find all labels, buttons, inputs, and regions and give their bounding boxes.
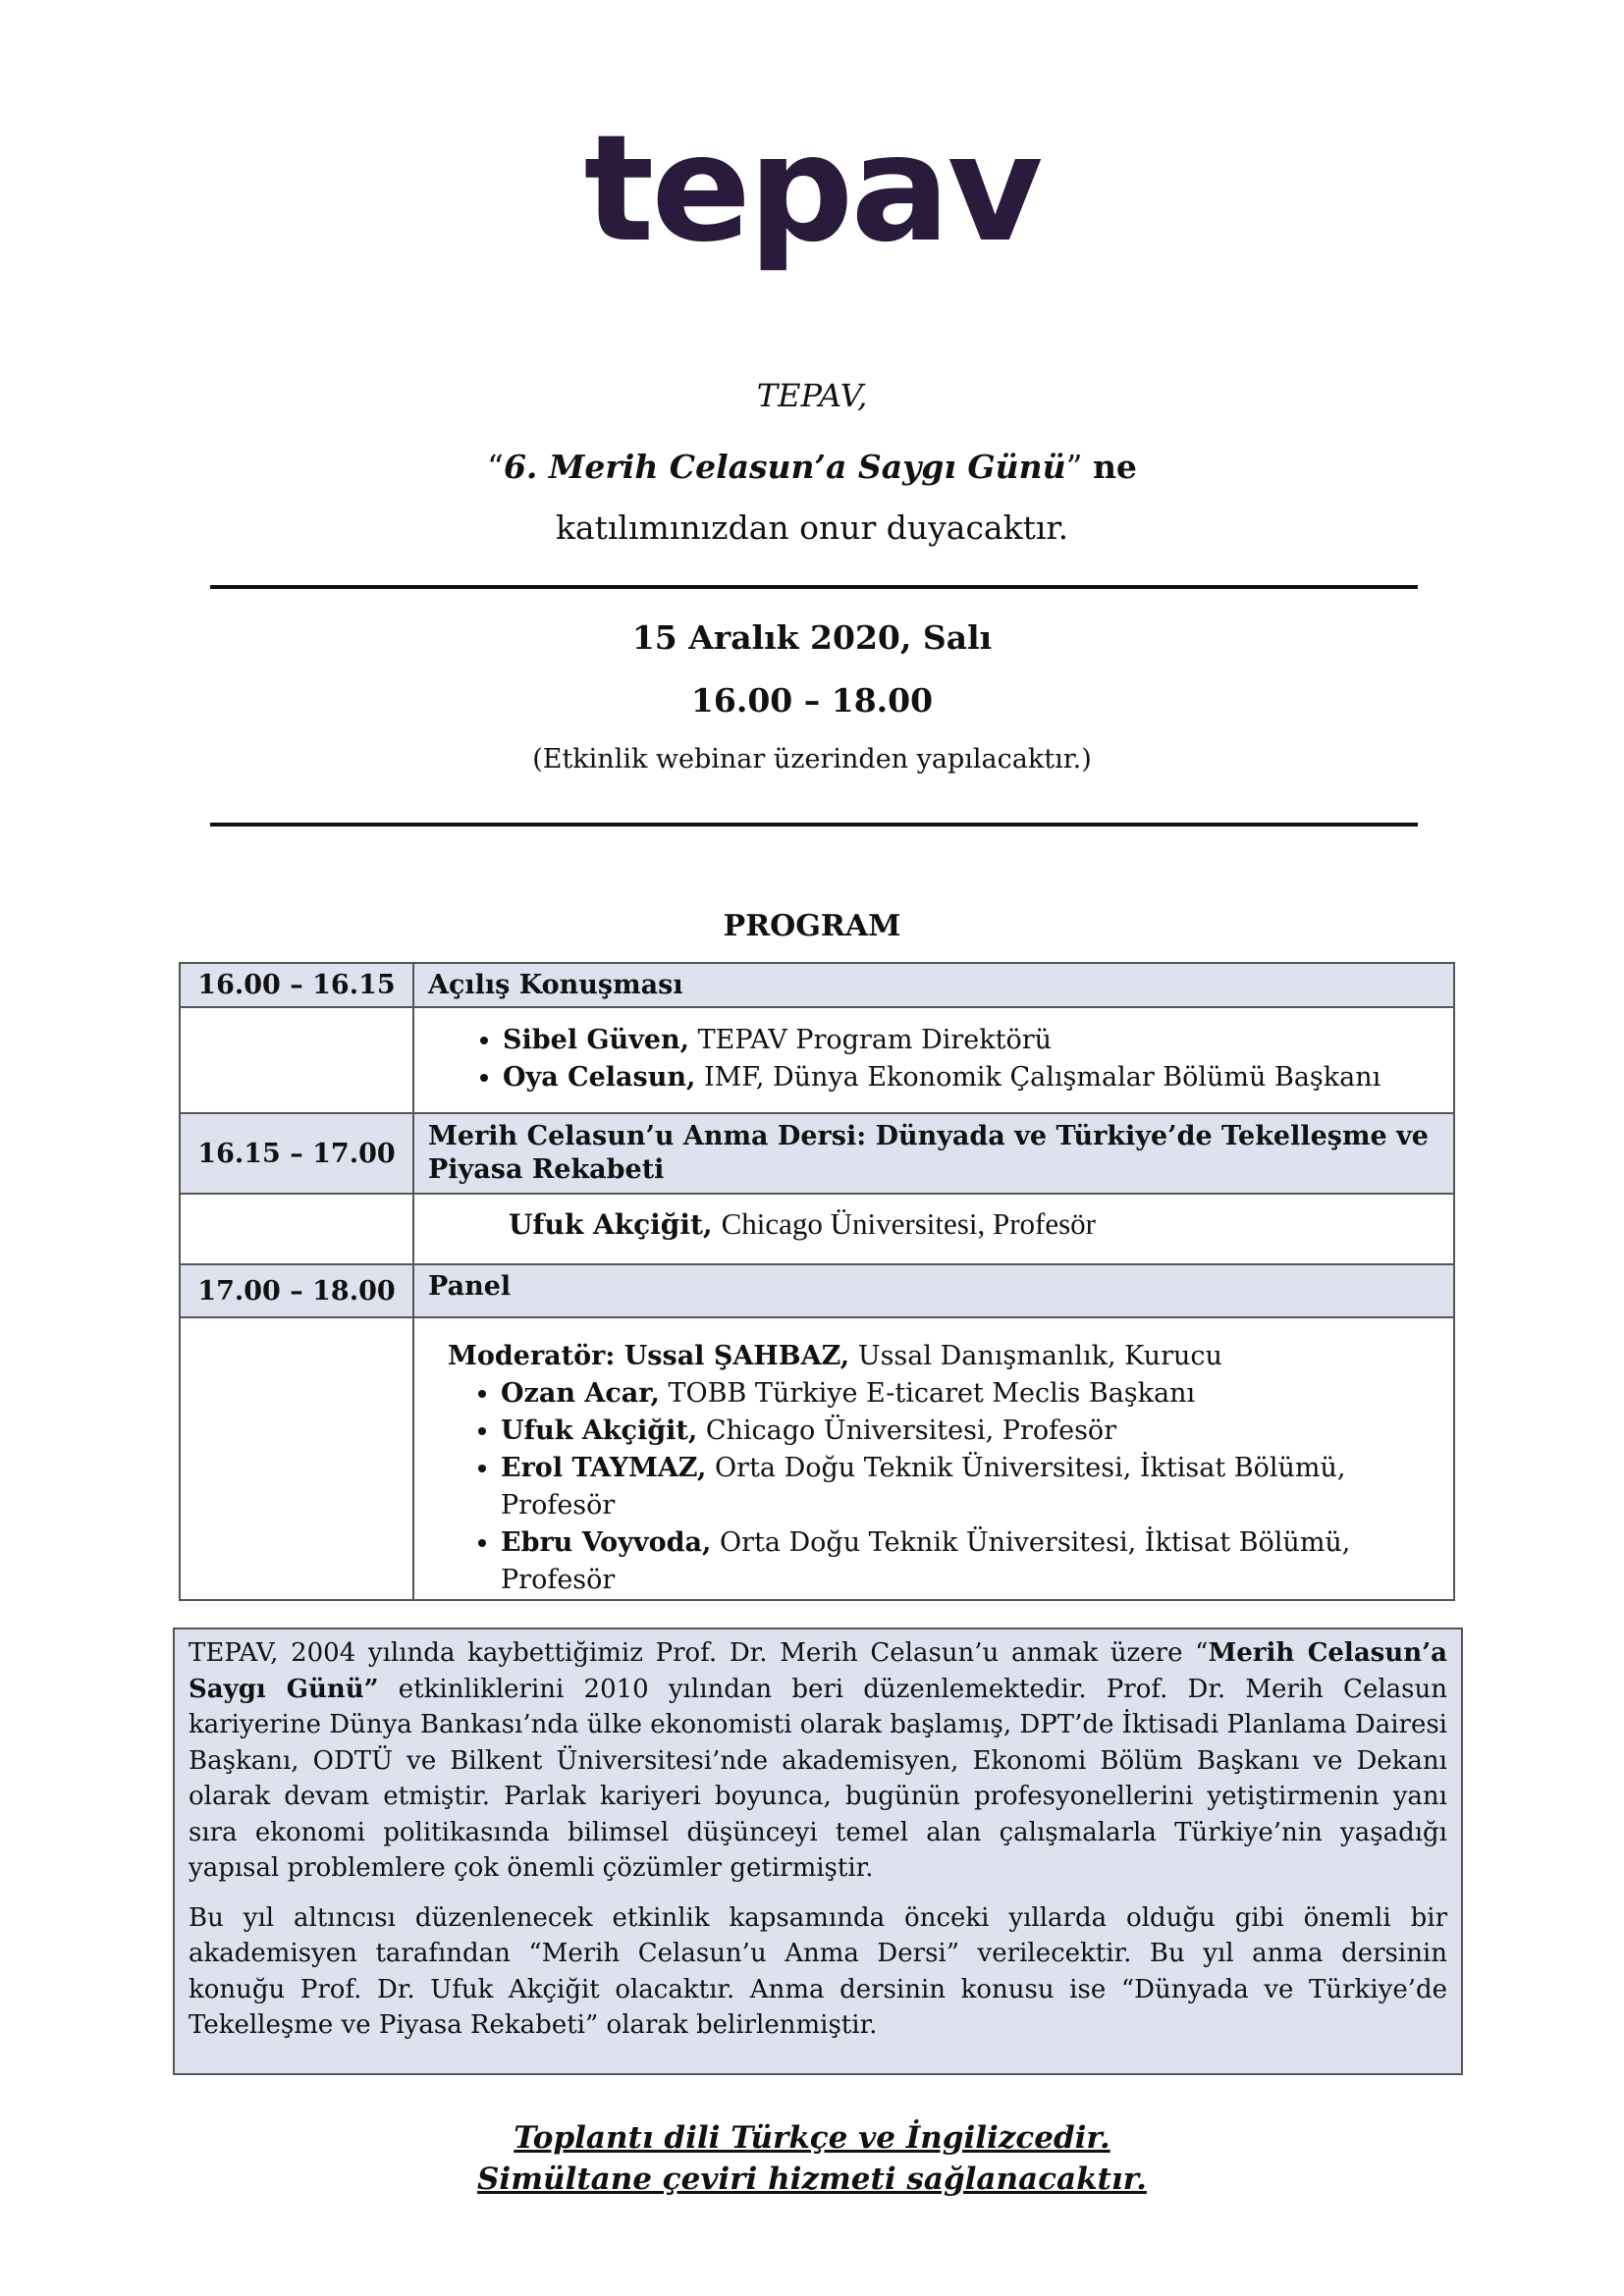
translation-note: Simültane çeviri hizmeti sağlanacaktır. (477, 2162, 1147, 2197)
empty-cell (180, 1194, 413, 1264)
session-header-row (180, 1264, 1454, 1317)
session-detail-row (180, 1007, 1454, 1113)
event-note: (Etkinlik webinar üzerinden yapılacaktır.) (532, 744, 1092, 774)
session-header-row (180, 963, 1454, 1007)
about-paragraph-2: Bu yıl altıncısı düzenlenecek etkinlik kapsamında önceki yıllarda olduğu gibi önemli bir akademisyen tarafından “Merih Celasun’u Anma Dersi” verilecektir. Bu yıl anma dersinin konuğu Prof. Dr. Ufuk Akçiğit olacaktır. Anma dersinin konusu ise “Dünyada ve Türkiye’de Tekelleşme ve Piyasa Rekabeti” olarak belirlenmiştir. (189, 1902, 1447, 2040)
session-time: 17.00 – 18.00 (180, 1264, 413, 1317)
speaker-item: • Ozan Acar, TOBB Türkiye E-ticaret Meclis Başkanı (501, 1375, 1453, 1413)
session-title: Açılış Konuşması (413, 963, 1454, 1007)
session-header-row (180, 1113, 1454, 1194)
about-box (173, 1628, 1463, 2075)
language-note: Toplantı dili Türkçe ve İngilizcedir. (514, 2120, 1110, 2156)
speaker-item: • Ufuk Akçiğit, Chicago Üniversitesi, Profesör (501, 1413, 1453, 1450)
session-title: Panel (413, 1264, 1454, 1317)
event-name: 6. Merih Celasun’a Saygı Günü (503, 448, 1066, 486)
speaker-item: Ufuk Akçiğit, Chicago Üniversitesi, Profesör (509, 1206, 1096, 1241)
speaker-item: • Sibel Güven, TEPAV Program Direktörü (503, 1022, 1453, 1059)
empty-cell (180, 1317, 413, 1600)
speaker-item: • Ebru Voyvoda, Orta Doğu Teknik Üniversitesi, İktisat Bölümü, Profesör (501, 1524, 1453, 1599)
quote-open: “ (487, 448, 504, 486)
divider-bottom (210, 823, 1418, 827)
program-table (179, 962, 1455, 1601)
intro-event-line (0, 448, 1624, 486)
session-detail-row (180, 1317, 1454, 1600)
session-speakers (413, 1007, 1454, 1113)
session-time: 16.15 – 17.00 (180, 1113, 413, 1194)
session-detail-row (180, 1194, 1454, 1264)
program-title: PROGRAM (723, 909, 901, 943)
tepav-logo: tepav (583, 104, 1041, 275)
session-title: Merih Celasun’u Anma Dersi: Dünyada ve Türkiye’de Tekelleşme ve Piyasa Rekabeti (413, 1113, 1454, 1194)
event-suffix: ne (1092, 448, 1137, 486)
event-time: 16.00 – 18.00 (690, 681, 934, 720)
speaker-item: • Oya Celasun, IMF, Dünya Ekonomik Çalışmalar Bölümü Başkanı (503, 1059, 1453, 1096)
session-time: 16.00 – 16.15 (180, 963, 413, 1007)
moderator: Moderatör: Ussal ŞAHBAZ, Ussal Danışmanlık, Kurucu (448, 1341, 1222, 1371)
session-speakers (413, 1317, 1454, 1600)
empty-cell (180, 1007, 413, 1113)
intro-organizer: TEPAV, (756, 377, 868, 414)
speaker-item: • Erol TAYMAZ, Orta Doğu Teknik Üniversitesi, İktisat Bölümü, Profesör (501, 1450, 1453, 1524)
divider-top (210, 585, 1418, 589)
quote-close: ” (1065, 448, 1083, 486)
event-date: 15 Aralık 2020, Salı (631, 618, 993, 657)
about-paragraph-1: TEPAV, 2004 yılında kaybettiğimiz Prof. Dr. Merih Celasun’u anmak üzere “Merih Celasun’a Saygı Günü” etkinliklerini 2010 yılından beri düzenlemektedir. Prof. Dr. Merih Celasun kariyerine Dünya Bankası’nda ülke ekonomisti olarak başlamış, DPT’de İktisadi Planlama Dairesi Başkanı, ODTÜ ve Bilkent Üniversitesi’nde akademisyen, Ekonomi Bölüm Başkanı ve Dekanı olarak devam etmiştir. Parlak kariyeri boyunca, bugünün profesyonellerini yetiştirmenin yanı sıra ekonomi politikasında bilimsel düşünceyi temel alan çalışmalarla Türkiye’nin yaşadığı yapısal problemlere çok önemli çözümler getirmiştir. (189, 1638, 1448, 1883)
intro-invitation: katılımınızdan onur duyacaktır. (555, 508, 1069, 547)
session-speakers (413, 1194, 1454, 1264)
